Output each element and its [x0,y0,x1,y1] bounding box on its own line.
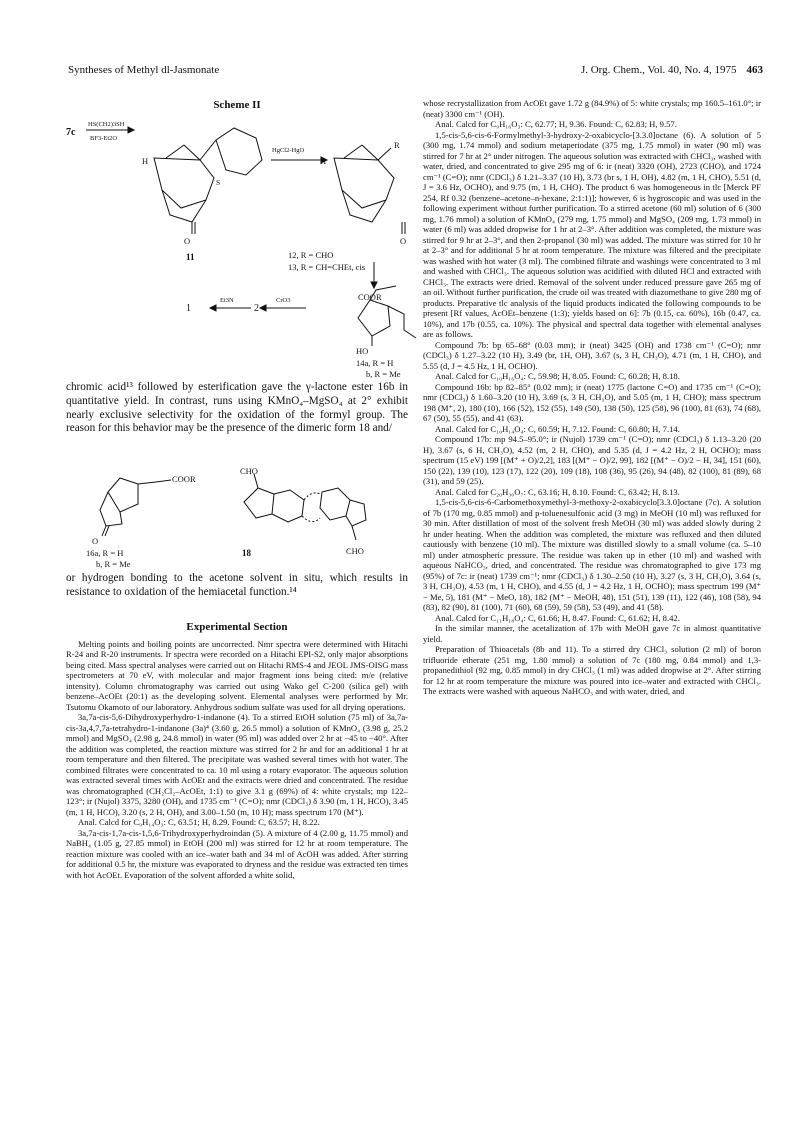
lactone-ring-11 [162,190,206,222]
r-label-12: R [394,140,400,150]
coor-label-14: COOR [358,292,382,302]
paragraph-compound-6: 1,5-cis-5,6-cis-6-Formylmethyl-3-hydroxy-2-oxabicyclo-[3.3.0]octane (6). A solution of 5 (300 mg, 1.74 mmol) and sodium metaperiodate (375 mg, 1.75 mmol) in water (90 ml) was stirred for 7 hr at 2° under nitrogen. The aqueous solution was extracted with CHCl₃, washed with water, dried, and concentrated to give 295 mg of 6: ir (neat) 3320 (OH), 2723 (CHO), and 1724 cm⁻¹ (C=O); nmr (CDCl₃) δ 1.21–3.37 (10 H), 3.73 (br s, 1 H, OH), 4.82 (m, 1 H, CHO), 5.51 (d, J = 3.6 Hz, OCHO), and 9.75 (m, 1 H, CHO). The product 6 was homogeneous in tlc [Merck PF 254, Rf 0.32 (benzene–acetone–n-hexane, 2:1:1)]; however, 6 is hygroscopic and was used in the following experiment without further purification. To a stirred acetone (60 ml) solution of 6 (300 mg, 1.76 mmol) a solution of KMnO₄ (279 mg, 1.75 mmol) and MgSO₄ (209 mg, 1.73 mmol) in water (6 ml) was added dropwise for 1 hr at 2–3°. After addition was completed, the mixture was stirred for 9 hr at 2–3°, and then 2-propanol (30 ml) was added. The mixture was stirred for 10 hr at 2–3° and for additional 5 hr at room temperature. The mixture was filtered and the precipitate was washed with hot water (3 ml). The combined filtrate and washings were concentrated to 3 ml and washed with CHCl₃. The aqueous solution was acidified with diluted HCl and extracted with CHCl₃. The extracts were dried. Removal of the solvent under reduced pressure gave 265 mg of an oil. Without further purification, the crude oil was treated with diazomethane to give 280 mg of products. Preparative tlc analysis of the liquid products indicated the following compounds to be present [Rf values, AcOEt–benzene (1:3); yields based on 6]: 7b (0.15, ca. 60%), 16b (0.47, ca. 10%), and 17b (0.55, ca. 10%). The physical and spectral data together with elemental analyses are as follows. [423,129,761,339]
experimental-section [66,622,408,880]
paragraph-anal-17b: Anal. Calcd for C₂₀H₃₀O₇: C, 63.16; H, 8.10. Found: C, 63.42; H, 8.13. [435,486,680,497]
reagent-dithiol: HS(CH2)3SH [88,121,125,128]
paragraph-anal-4: Anal. Calcd for C₉H₁₄O₃: C, 63.51; H, 8.29. Found: C, 63.57; H, 8.22. [78,817,320,827]
compound-11-label: 11 [186,252,195,262]
ho-label-14: HO [356,346,369,356]
cho-label-18-top: CHO [240,466,258,476]
compound-14b-label: b, R = Me [366,369,401,379]
right-column [423,98,761,697]
compound-13-label: 13, R = CH=CHEt, cis [288,262,366,272]
paragraph-general-methods: Melting points and boiling points are uncorrected. Nmr spectra were determined with Hitachi R-24 and R-20 instruments. Ir spectra were recorded on a Hitachi EPI-S2, only major absorptions being cited. Mass spectral analyses were carried out on Hitachi RMS-4 and JEOL JMS-OISG mass spectrometers at 70 eV, with molecular and major fragment ions being cited: m/e (relative intensity). Column chromatography was carried out using Wako gel C-200 (silica gel) with benzene–AcOEt (20:1) as the developing solvent. Elemental analyses were performed by Mr. Tsutomu Okamoto of our laboratory. Anhydrous sodium sulfate was used for all drying operations. [66,638,408,712]
compound-18-label: 18 [242,548,251,558]
bridge-11 [166,145,200,160]
paragraph-thioacetals: Preparation of Thioacetals (8b and 11). To a stirred dry CHCl₃ solution (2 ml) of boron trifluoride etherate (251 mg, 1.80 mmol) a solution of 7c (180 mg, 0.84 mmol) and 1,3-propanedithiol (92 mg, 0.85 mmol) in dry CHCl₃ (1 ml) was added dropwise at 2°. After stirring for 12 hr at room temperature the mixture was poured into ice–water and extracted with CHCl₃. The extracts were washed with aqueous NaHCO₃ and with water, dried, and [423,644,761,696]
dimer-ring-b [320,488,350,520]
reagent-hg: HgCl2-HgO [272,147,305,154]
cyclopentane-14 [358,300,390,336]
dithiane-11 [200,128,262,175]
cyclopentane-16 [108,478,138,512]
scheme-ii-structures-top [66,0,408,200]
scheme-title: Scheme II [213,99,261,111]
h-label-11: H [142,156,149,166]
h-label-12: H [320,156,327,166]
reagent-bf3: BF3-Et2O [90,135,118,142]
paragraph-compound-4: 3a,7a-cis-5,6-Dihydroxyperhydro-1-indanone (4). To a stirred EtOH solution (75 ml) of 3a,7a-cis-3a,4,7,7a-tetrahydro-1-indanone (3a)⁴ (3.60 g, 26.5 mmol) a solution of KMnO₄ (3.98 g, 25.2 mmol) and MgSO₄ (2.98 g, 24.8 mmol) in water (95 ml) was added over 2 hr at −45 to −40°. After the addition was completed, the reaction mixture was stirred for 2 hr and for an additional 1 hr at room temperature and then filtered. The precipitate was washed several times with hot water. The combined filtrates were concentrated to ca. 10 ml using a rotary evaporator. The aqueous solution was extracted several times with AcOEt and the extracts were dried and concentrated. The residue was chromatographed (CH₂Cl₂–AcOEt, 1:1) to give 3.1 g (69%) of 4: white crystals; mp 122–123°; ir (Nujol) 3375, 3280 (OH), and 1735 cm⁻¹ (C=O); nmr (CDCl₃) δ 3.90 (m, 1 H, HCO), 3.45 (m, 1 H, HCO), 3.20 (s, 2 H, OH), and 3.00–1.50 (m, 10 H); mass spectrum 170 (M⁺). [66,712,408,817]
lactone-ring-12 [342,190,386,222]
paragraph-discussion-2: or hydrogen bonding to the acetone solvent in situ, which results in resistance to oxidation of the hemiacetal function.¹⁴ [66,572,408,598]
ring-12 [334,158,394,208]
compound-16a-label: 16a, R = H [86,548,124,558]
experimental-heading: Experimental Section [186,621,288,633]
paragraph-acetalization: In the similar manner, the acetalization of 17b with MeOH gave 7c in almost quantitative yield. [423,623,761,644]
page-number: 463 [746,64,763,76]
s-label-11: S [216,178,221,187]
paragraph-5-cont: whose recrystallization from AcOEt gave 1.72 g (84.9%) of 5: white crystals; mp 160.5–161.0°; ir (neat) 3300 cm⁻¹ (OH). [423,98,761,119]
alkene-arm-14 [388,306,416,338]
paragraph-compound-7b: Compound 7b: bp 65–68° (0.03 mm); ir (neat) 3425 (OH) and 1738 cm⁻¹ (C=O); nmr (CDCl₃) δ 1.27–3.22 (10 H), 3.49 (br, 1H, OH), 3.67 (s, 3 H, CH₃O), 4.71 (m, 1 H, CHO), and 5.55 (d, J = 4.5 Hz, 1 H, OCHO). [423,339,761,371]
compound-1-label: 1 [186,303,191,314]
o-label-11: O [184,236,191,246]
paragraph-anal-16b: Anal. Calcd for C₁₀H₁₄O₄: C, 60.59; H, 7.12. Found: C, 60.80; H, 7.14. [435,423,680,434]
ring-11 [154,158,214,208]
paragraph-compound-16b: Compound 16b: bp 82–85° (0.02 mm); ir (neat) 1775 (lactone C=O) and 1735 cm⁻¹ (C=O); nmr (CDCl₃) δ 1.60–3.20 (10 H), 3.69 (s, 3 H, CH₃O), and 5.05 (m, 1 H, CHO); mass spectrum 198 (M⁺, 2), 180 (10), 166 (52), 152 (55), 149 (50), 138 (50), 125 (58), 96 (100), 81 (63), 74 (68), 67 (50), 55 (55), and 41 (63). [423,381,761,423]
o-label-16: O [92,536,99,546]
paragraph-compound-17b: Compound 17b: mp 94.5–95.0°; ir (Nujol) 1739 cm⁻¹ (C=O); nmr (CDCl₃) δ 1.13–3.20 (20 H), 3.67 (s, 6 H, CH₃O), 4.52 (m, 2 H, CHO), and 5.35 (d, J = 4.2 Hz, 2 H, OCHO); mass spectrum (15 eV) 199 [(M⁺ + O)/2,2], 183 [(M⁺ − O)/2, 99], 182 [(M⁺ − O)/2 − H, 34], 151 (60), 150 (22), 139 (10), 123 (17), 122 (20), 109 (18), 108 (36), 95 (26), 94 (48), 82 (100), 81 (89), 68 (31), and 59 (25). [423,434,761,486]
cho-label-18-bottom: CHO [346,546,364,556]
journal-citation: J. Org. Chem., Vol. 40, No. 4, 1975 [580,64,737,76]
hbond-1 [304,493,320,500]
coor-label-16: COOR [172,474,196,484]
reagent-et3n: Et3N [220,297,234,304]
running-header-title: Syntheses of Methyl dl-Jasmonate [68,64,220,76]
arrowhead-11 [128,127,134,133]
hbond-2 [302,516,320,522]
paragraph-compound-5: 3a,7a-cis-1,7a-cis-1,5,6-Trihydroxyperhydroindan (5). A mixture of 4 (2.00 g, 11.75 mmol) and NaBH₄ (1.05 g, 27.85 mmol) in EtOH (200 ml) was stirred for 12 hr at room temperature. The reaction mixture was cooled with an ice–water bath and 34 ml of AcOH was added. After stirring for additional 0.5 hr, the mixture was evaporated to dryness and the residue was extracted ten times with hot AcOEt. Evaporation of the solvent afforded a white solid, [66,827,408,880]
reagent-cro3: CrO3 [276,297,291,304]
compound-16b-label: b, R = Me [96,559,131,569]
compound-7c-label: 7c [66,127,76,138]
compound-14a-label: 14a, R = H [356,358,394,368]
paragraph-discussion-1: chromic acid¹³ followed by esterification gave the γ-lactone ester 16b in quantitative yield. In contrast, runs using KMnO₄–MgSO₄ at 2° exhibit nearly exclusive selectivity for the oxidation of the formyl group. The reason for this behavior may be the presence of the dimeric form 18 and/ [66,381,408,435]
paragraph-anal-7c: Anal. Calcd for C₁₁H₁₈O₄: C, 61.66; H, 8.47. Found: C, 61.62; H, 8.42. [435,612,680,623]
compound-2-label: 2 [254,303,259,314]
running-header-journal [581,64,763,76]
paragraph-anal-5: Anal. Calcd for C₉H₁₆O₃: C, 62.77; H, 9.36. Found: C, 62.83; H, 9.57. [435,119,677,129]
paragraph-anal-7b: Anal. Calcd for C₁₀H₁₆O₄: C, 59.98; H, 8.05. Found: C, 60.28; H, 8.18. [435,371,680,381]
dimer-ring-a [244,488,274,518]
paragraph-compound-7c: 1,5-cis-5,6-cis-6-Carbomethoxymethyl-3-methoxy-2-oxabicyclo[3.3.0]octane (7c). A solution of 7b (170 mg, 0.85 mmol) and p-toluenesulfonic acid (3 mg) in MeOH (10 ml) was refluxed for 30 min. After distillation of most of the solvent fresh MeOH (30 ml) was added slowly during 2 hr under heating. When the addition was completed, the mixture was refluxed and then diluted cautiously with benzene (10 ml). The mixture was distilled slowly to a small volume (ca. 5–10 ml) under atmospheric pressure. The residue was taken up in ether (10 ml) and washed with aqueous NaHCO₃, dried, and concentrated. The residue was chromatographed to give 173 mg (95%) of 7c: ir (neat) 1739 cm⁻¹; nmr (CDCl₃) δ 1.30–2.50 (10 H), 3.27 (s, 3 H, CH₃O), 3.64 (s, 3 H, CH₃O), 4.53 (m, 1 H, CHO), and 4.55 (d, J = 4.2 Hz, 1 H, OCHO); mass spectrum 199 (M⁺ − Me, 5), 181 (M⁺ − MeO, 18), 182 (M⁺ − MeOH, 48), 151 (51), 139 (11), 122 (46), 108 (58), 94 (83), 82 (90), 81 (100), 71 (60), 68 (59), 59 (58), 53 (49), and 41 (58). [423,497,761,612]
o-label-12: O [400,236,407,246]
compound-12-label: 12, R = CHO [288,250,334,260]
